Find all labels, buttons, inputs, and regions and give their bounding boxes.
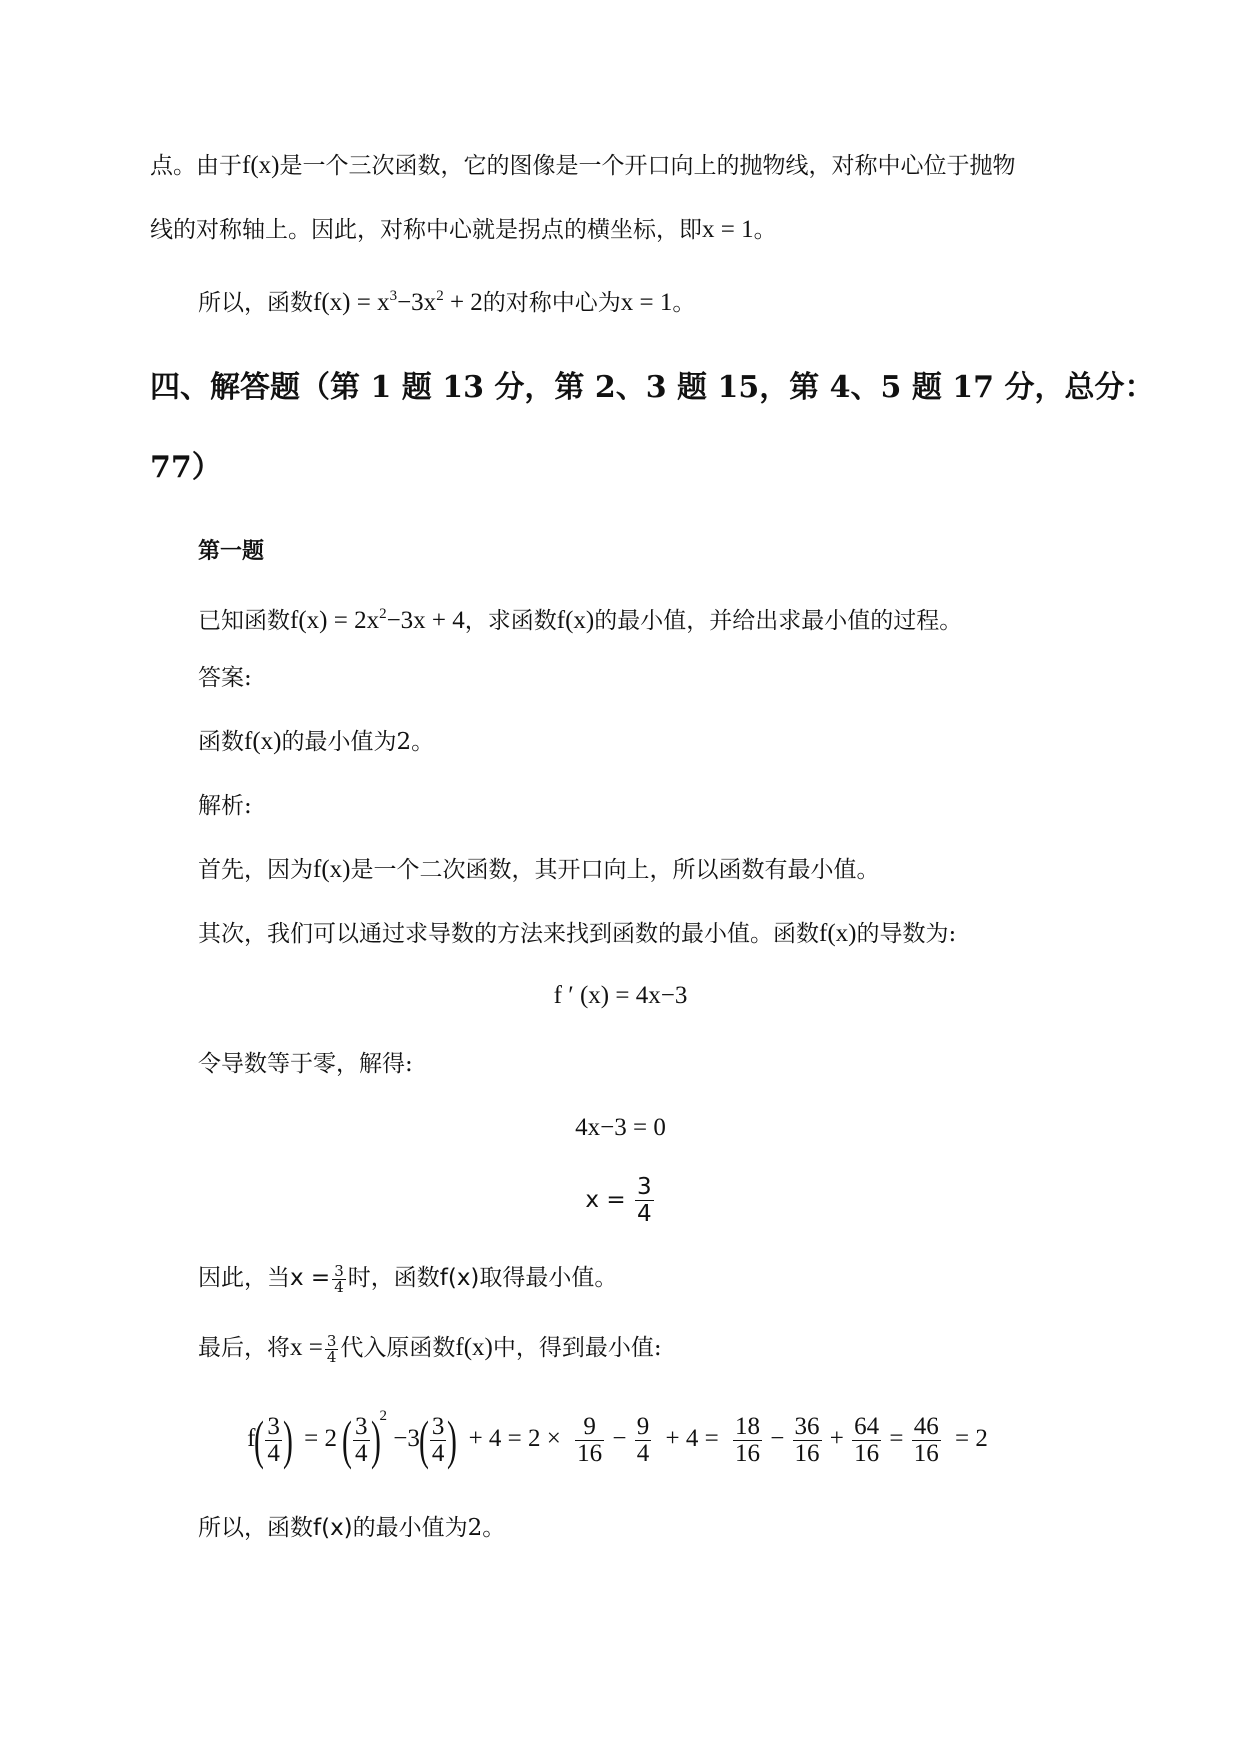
fx-expression: f(x)	[242, 152, 280, 179]
answer-text: 函数f(x)的最小值为2。	[198, 728, 435, 755]
fraction: $\frac{3}{4}$	[431, 1412, 445, 1467]
fraction: $\frac{3}{4}$	[636, 1174, 652, 1227]
fraction: $\frac{18}{16}$	[734, 1412, 760, 1467]
zero-equation: 4x−3 = 0	[575, 1114, 666, 1141]
fraction: $\frac{3}{4}$	[334, 1261, 344, 1296]
final-conclusion: 所以，函数f(x)的最小值为2。	[198, 1515, 506, 1541]
step-4: 因此，当x = $\frac{3}{4}$ 时，函数f(x)取得最小值。	[198, 1261, 618, 1296]
fraction: $\frac{46}{16}$	[913, 1412, 939, 1467]
analysis-label: 解析:	[198, 793, 252, 819]
intro-line-1: 点。由于f(x)是一个三次函数，它的图像是一个开口向上的抛物线，对称中心位于抛物	[150, 152, 1016, 179]
fraction: $\frac{3}{4}$	[267, 1412, 280, 1467]
step-3: 令导数等于零，解得:	[198, 1051, 413, 1077]
problem-question: 已知函数$f(x) = 2x^2-3x + 4$，求函数f(x)的最小值，并给出求最小值的过程。	[198, 606, 963, 634]
fraction: $\frac{9}{4}$	[636, 1412, 650, 1467]
intro-line-2: 线的对称轴上。因此，对称中心就是拐点的横坐标，即x = 1。	[150, 216, 777, 243]
step-1: 首先，因为f(x)是一个二次函数，其开口向上，所以函数有最小值。	[198, 856, 880, 883]
section-heading: 四、解答题（第 1 题 13 分，第 2、3 题 15，第 4、5 题 17 分，总分：	[150, 370, 1155, 405]
fraction: $\frac{36}{16}$	[794, 1412, 820, 1467]
step-2: 其次，我们可以通过求导数的方法来找到函数的最小值。函数f(x)的导数为:	[198, 920, 957, 947]
section-heading-line-2: 77）	[150, 450, 222, 485]
fraction: $\frac{3}{4}$	[355, 1412, 368, 1467]
answer-label: 答案:	[198, 665, 252, 691]
calculation-equation: f( $\frac{3}{4}$ ) = 2( $\frac{3}{4}$ )$^2$ −3( $\frac{3}{4}$ ) + 4 = 2 × $\frac{9}{16}$ − $\frac{9}{4}$ + 4 = $\frac{18}{16}$ − $\frac{36}{16}$ + $\frac{64}{16}$ = $\frac{46}{16}$ = 2	[247, 1408, 988, 1471]
fraction: $\frac{64}{16}$	[854, 1412, 880, 1467]
derivative-equation: f ′ (x) = 4x−3	[553, 982, 688, 1009]
fraction: $\frac{9}{16}$	[577, 1412, 603, 1467]
problem-title: 第一题	[198, 538, 265, 564]
intro-line-3: 所以，函数$f(x) = x^3-3x^2 + 2$的对称中心为x = 1。	[198, 288, 696, 316]
fraction: $\frac{3}{4}$	[326, 1331, 337, 1366]
solution-equation: x = $\frac{3}{4}$	[585, 1174, 652, 1227]
step-5: 最后，将x = $\frac{3}{4}$ 代入原函数f(x)中，得到最小值:	[198, 1331, 662, 1366]
